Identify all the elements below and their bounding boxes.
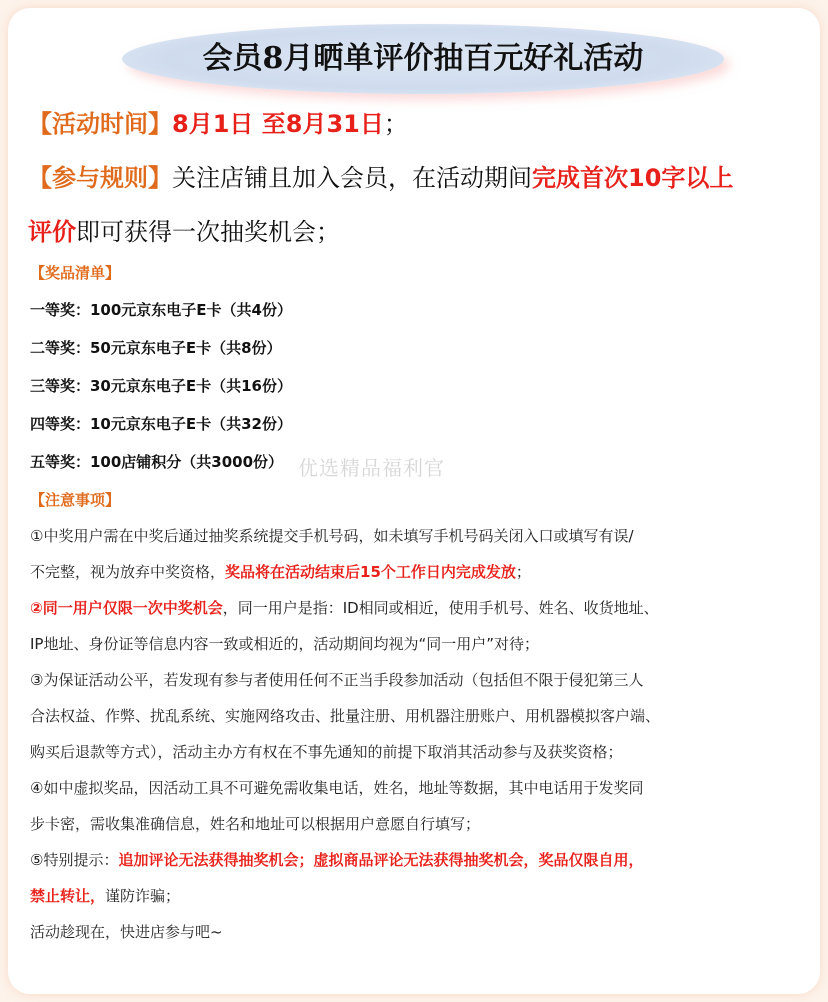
prize-item-4: 四等奖：10元京东电子E卡（共32份）	[30, 415, 292, 433]
prize-item-1: 一等奖：100元京东电子E卡（共4份）	[30, 301, 292, 319]
notes-label: 【注意事项】	[30, 491, 121, 509]
rule-highlight1: 完成首次10字以上	[532, 164, 734, 192]
activity-time	[28, 104, 408, 139]
prize-item-3: 三等奖：30元京东电子E卡（共16份）	[30, 377, 292, 395]
note-1-post: ；	[515, 563, 531, 581]
note-5-pre: ⑤特别提示：	[30, 851, 119, 869]
activity-time-label: 【活动时间】	[28, 110, 172, 138]
activity-time-end: ；	[383, 110, 408, 138]
watermark: 优选精品福利官	[298, 456, 445, 480]
participation-rule-line1	[28, 158, 733, 193]
participation-rule-line2	[28, 212, 340, 247]
poster-card	[8, 8, 820, 994]
participation-rule-label: 【参与规则】	[28, 164, 172, 192]
page-title: 会员8月晒单评价抽百元好礼活动	[202, 41, 644, 76]
note-5-post: 谨防诈骗；	[105, 887, 181, 905]
note-4-line2: 步卡密，需收集准确信息，姓名和地址可以根据用户意愿自行填写；	[30, 815, 481, 833]
rule-highlight2: 评价	[28, 218, 76, 246]
note-1-highlight: 奖品将在活动结束后15个工作日内完成发放	[225, 563, 516, 581]
note-3-line2: 合法权益、作弊、扰乱系统、实施网络攻击、批量注册、用机器注册账户、用机器模拟客户端、	[30, 707, 661, 725]
prize-item-5: 五等奖：100店铺积分（共3000份）	[30, 453, 284, 471]
rule-text2: 即可获得一次抽奖机会；	[76, 218, 340, 246]
note-4-line1: ④如中虚拟奖品，因活动工具不可避免需收集电话，姓名，地址等数据，其中电话用于发奖同	[30, 779, 644, 797]
note-5-highlight1: 追加评论无法获得抽奖机会；虚拟商品评论无法获得抽奖机会，奖品仅限自用，	[118, 851, 644, 869]
note-3-line1: ③为保证活动公平，若发现有参与者使用任何不正当手段参加活动（包括但不限于侵犯第三人	[30, 671, 644, 689]
note-5-line2	[30, 885, 180, 906]
rule-text1: 关注店铺且加入会员，在活动期间	[172, 164, 532, 192]
prize-item-2: 二等奖：50元京东电子E卡（共8份）	[30, 339, 282, 357]
note-1-pre: 不完整，视为放弃中奖资格，	[30, 563, 226, 581]
note-2-line1	[30, 597, 659, 618]
note-2-highlight: ②同一用户仅限一次中奖机会	[30, 599, 223, 617]
note-2-post: ，同一用户是指：ID相同或相近，使用手机号、姓名、收货地址、	[222, 599, 659, 617]
note-5-line1	[30, 849, 643, 870]
note-1-line2	[30, 561, 531, 582]
prize-list-label: 【奖品清单】	[30, 264, 121, 282]
note-5-highlight2: 禁止转让，	[30, 887, 106, 905]
note-2-line2: IP地址、身份证等信息内容一致或相近的，活动期间均视为“同一用户”对待；	[30, 635, 540, 653]
note-3-line3: 购买后退款等方式），活动主办方有权在不事先通知的前提下取消其活动参与及获奖资格；	[30, 743, 623, 761]
note-1-line1: ①中奖用户需在中奖后通过抽奖系统提交手机号码，如未填写手机号码关闭入口或填写有误/	[30, 527, 634, 545]
note-closing: 活动趁现在，快进店参与吧~	[30, 923, 223, 941]
activity-time-value: 8月1日 至8月31日	[172, 110, 384, 138]
